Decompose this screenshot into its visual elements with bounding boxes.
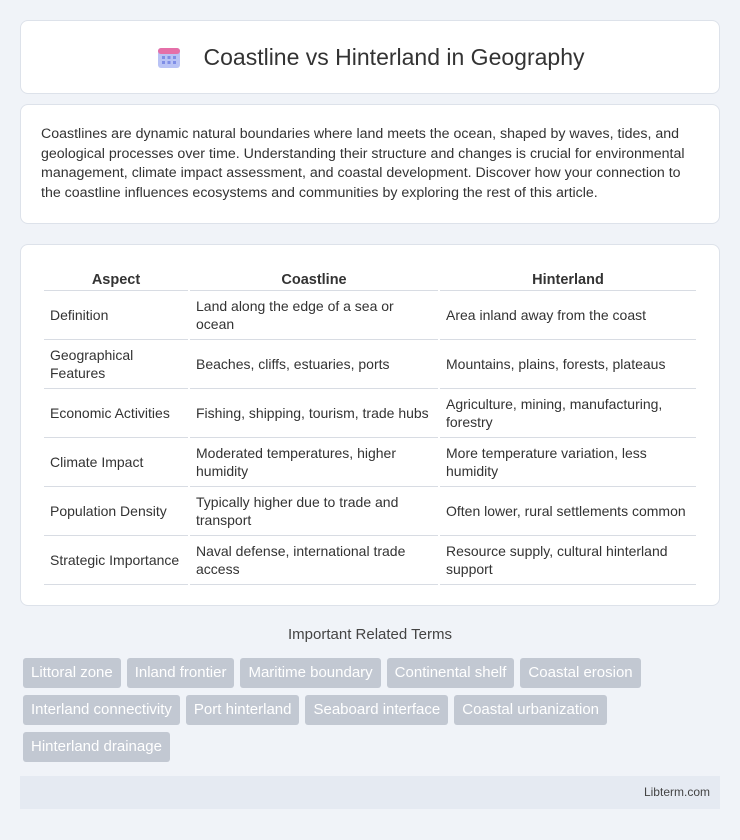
term-tag[interactable]: Port hinterland (186, 695, 300, 725)
hinterland-cell: More temperature variation, less humidity (440, 438, 696, 487)
related-terms-title: Important Related Terms (288, 626, 452, 643)
related-terms-list (23, 658, 703, 762)
table-row (44, 291, 696, 340)
page-title: Coastline vs Hinterland in Geography (203, 43, 585, 70)
term-tag[interactable]: Inland frontier (127, 658, 235, 688)
header-card (20, 20, 720, 94)
header-aspect: Aspect (44, 265, 188, 291)
intro-card (20, 104, 720, 224)
comparison-card (20, 244, 720, 606)
table-row (44, 340, 696, 389)
table-header-row (44, 265, 696, 291)
comparison-table (42, 265, 698, 585)
coastline-cell: Beaches, cliffs, estuaries, ports (190, 340, 438, 389)
coastline-cell: Typically higher due to trade and transport (190, 487, 438, 536)
hinterland-cell: Mountains, plains, forests, plateaus (440, 340, 696, 389)
aspect-cell: Economic Activities (44, 389, 188, 438)
aspect-cell: Population Density (44, 487, 188, 536)
coastline-cell: Moderated temperatures, higher humidity (190, 438, 438, 487)
coastline-cell: Fishing, shipping, tourism, trade hubs (190, 389, 438, 438)
table-row (44, 536, 696, 585)
hinterland-cell: Resource supply, cultural hinterland support (440, 536, 696, 585)
hinterland-cell: Agriculture, mining, manufacturing, forestry (440, 389, 696, 438)
term-tag[interactable]: Seaboard interface (305, 695, 448, 725)
footer-site-link[interactable]: Libterm.com (643, 785, 710, 799)
term-tag[interactable]: Continental shelf (387, 658, 515, 688)
hinterland-cell: Area inland away from the coast (440, 291, 696, 340)
term-tag[interactable]: Coastal erosion (520, 658, 640, 688)
term-tag[interactable]: Maritime boundary (240, 658, 380, 688)
coastline-cell: Naval defense, international trade access (190, 536, 438, 585)
term-tag[interactable]: Hinterland drainage (23, 732, 170, 762)
header-hinterland: Hinterland (440, 265, 696, 291)
term-tag[interactable]: Coastal urbanization (454, 695, 607, 725)
aspect-cell: Strategic Importance (44, 536, 188, 585)
calendar-icon (156, 44, 182, 70)
term-tag[interactable]: Interland connectivity (23, 695, 180, 725)
hinterland-cell: Often lower, rural settlements common (440, 487, 696, 536)
footer (20, 776, 720, 809)
header-coastline: Coastline (190, 265, 438, 291)
coastline-cell: Land along the edge of a sea or ocean (190, 291, 438, 340)
term-tag[interactable]: Littoral zone (23, 658, 121, 688)
aspect-cell: Climate Impact (44, 438, 188, 487)
table-row (44, 438, 696, 487)
table-row (44, 389, 696, 438)
aspect-cell: Definition (44, 291, 188, 340)
table-row (44, 487, 696, 536)
intro-text: Coastlines are dynamic natural boundaries where land meets the ocean, shaped by waves, tides, and geological processes over time. Understanding their structure and changes is crucial for environmental management, climate impact assessment, and coastal development. Discover how your connection to the coastline influences ecosystems and communities by exploring the rest of this article. (41, 126, 685, 201)
aspect-cell: Geographical Features (44, 340, 188, 389)
